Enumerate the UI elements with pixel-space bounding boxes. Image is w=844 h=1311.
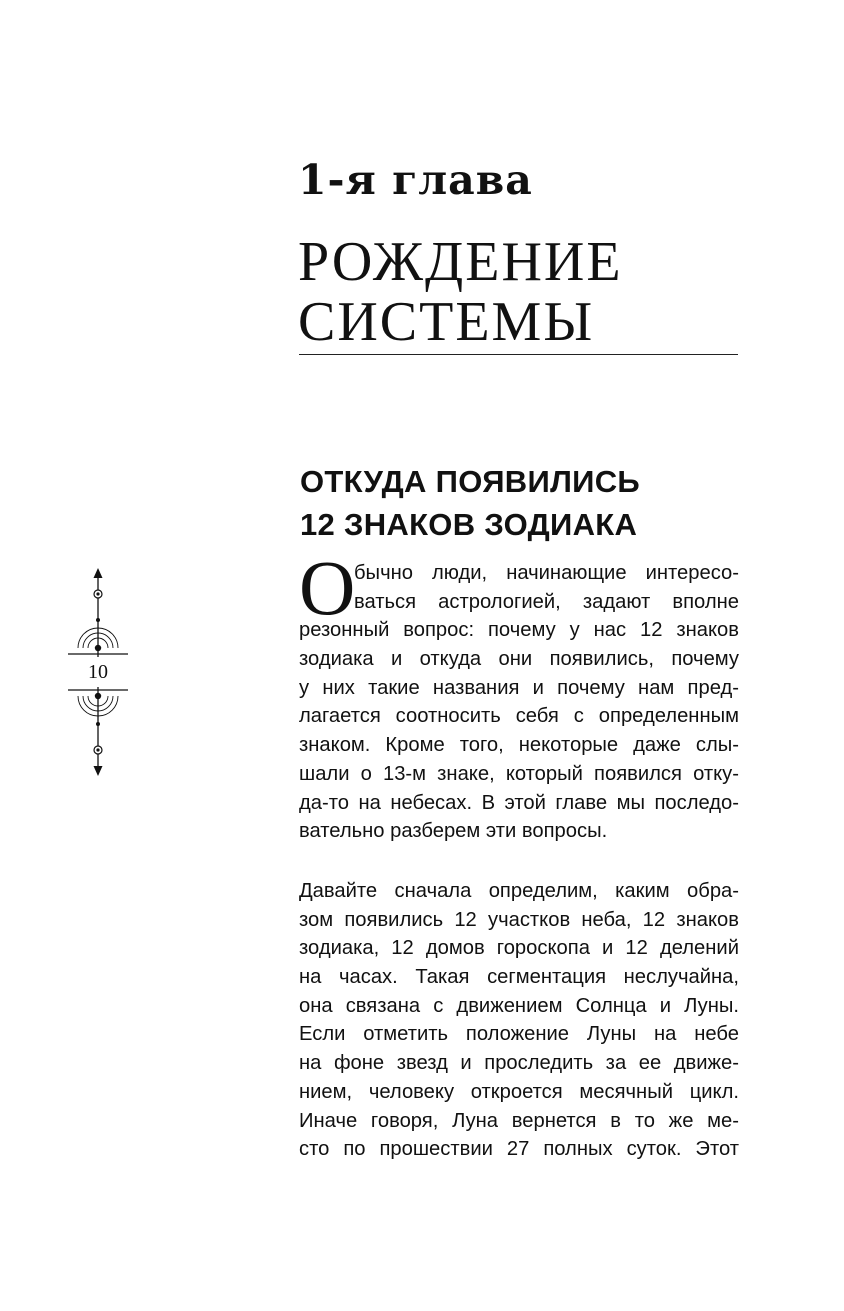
paragraph-line: Давайте сначала определим, каким обра- [299,880,739,902]
chapter-title-line: РОЖДЕНИЕ [298,231,623,293]
page-number: 10 [70,657,126,687]
paragraph-line: шали о 13-м знаке, который появился отку- [299,762,739,785]
paragraph-line: резонный вопрос: почему у нас 12 знаков [299,619,739,642]
title-divider [299,354,738,355]
paragraph-line: на фоне звезд и проследить за ее движе- [299,1052,739,1075]
chapter-label: 1-я глава [298,156,533,204]
paragraph-line: на часах. Такая сегментация неслучайна, [299,966,739,989]
paragraph-line: она связана с движением Солнца и Луны. [299,994,739,1017]
paragraph-1 [299,544,739,846]
paragraph-line: Если отметить положение Луны на небе [299,1023,739,1046]
paragraph-line: зом появились 12 участков неба, 12 знаков [299,908,739,931]
paragraph-line: у них такие названия и почему нам пред- [299,676,739,699]
paragraph-line: бычно люди, начинающие интересо- [354,562,739,584]
paragraph-line: нием, человеку откроется месячный цикл. [299,1080,739,1103]
paragraph-line: вательно разберем эти вопросы. [299,820,608,843]
chapter-title-line: СИСТЕМЫ [298,291,595,353]
paragraph-line: зодиака, 12 домов гороскопа и 12 делений [299,937,739,960]
section-title-line: 12 ЗНАКОВ ЗОДИАКА [300,507,638,542]
paragraph-line: знаком. Кроме того, некоторые даже слы- [299,734,739,757]
section-title [300,460,640,546]
paragraph-line: лагается соотносить себя с определенным [299,705,739,728]
paragraph-line: да-то на небесах. В этой главе мы последо- [299,791,739,814]
paragraph-line: ваться астрологией, задают вполне [354,590,739,613]
section-title-line: ОТКУДА ПОЯВИЛИСЬ [300,464,640,499]
paragraph-line: сто по прошествии 27 полных суток. Этот [299,1138,739,1161]
paragraph-line: Иначе говоря, Луна вернется в то же ме- [299,1109,739,1132]
dropcap: О [299,544,356,631]
paragraph-line: зодиака и откуда они появились, почему [299,648,739,671]
paragraph-2 [299,877,739,1164]
chapter-title [298,232,623,352]
